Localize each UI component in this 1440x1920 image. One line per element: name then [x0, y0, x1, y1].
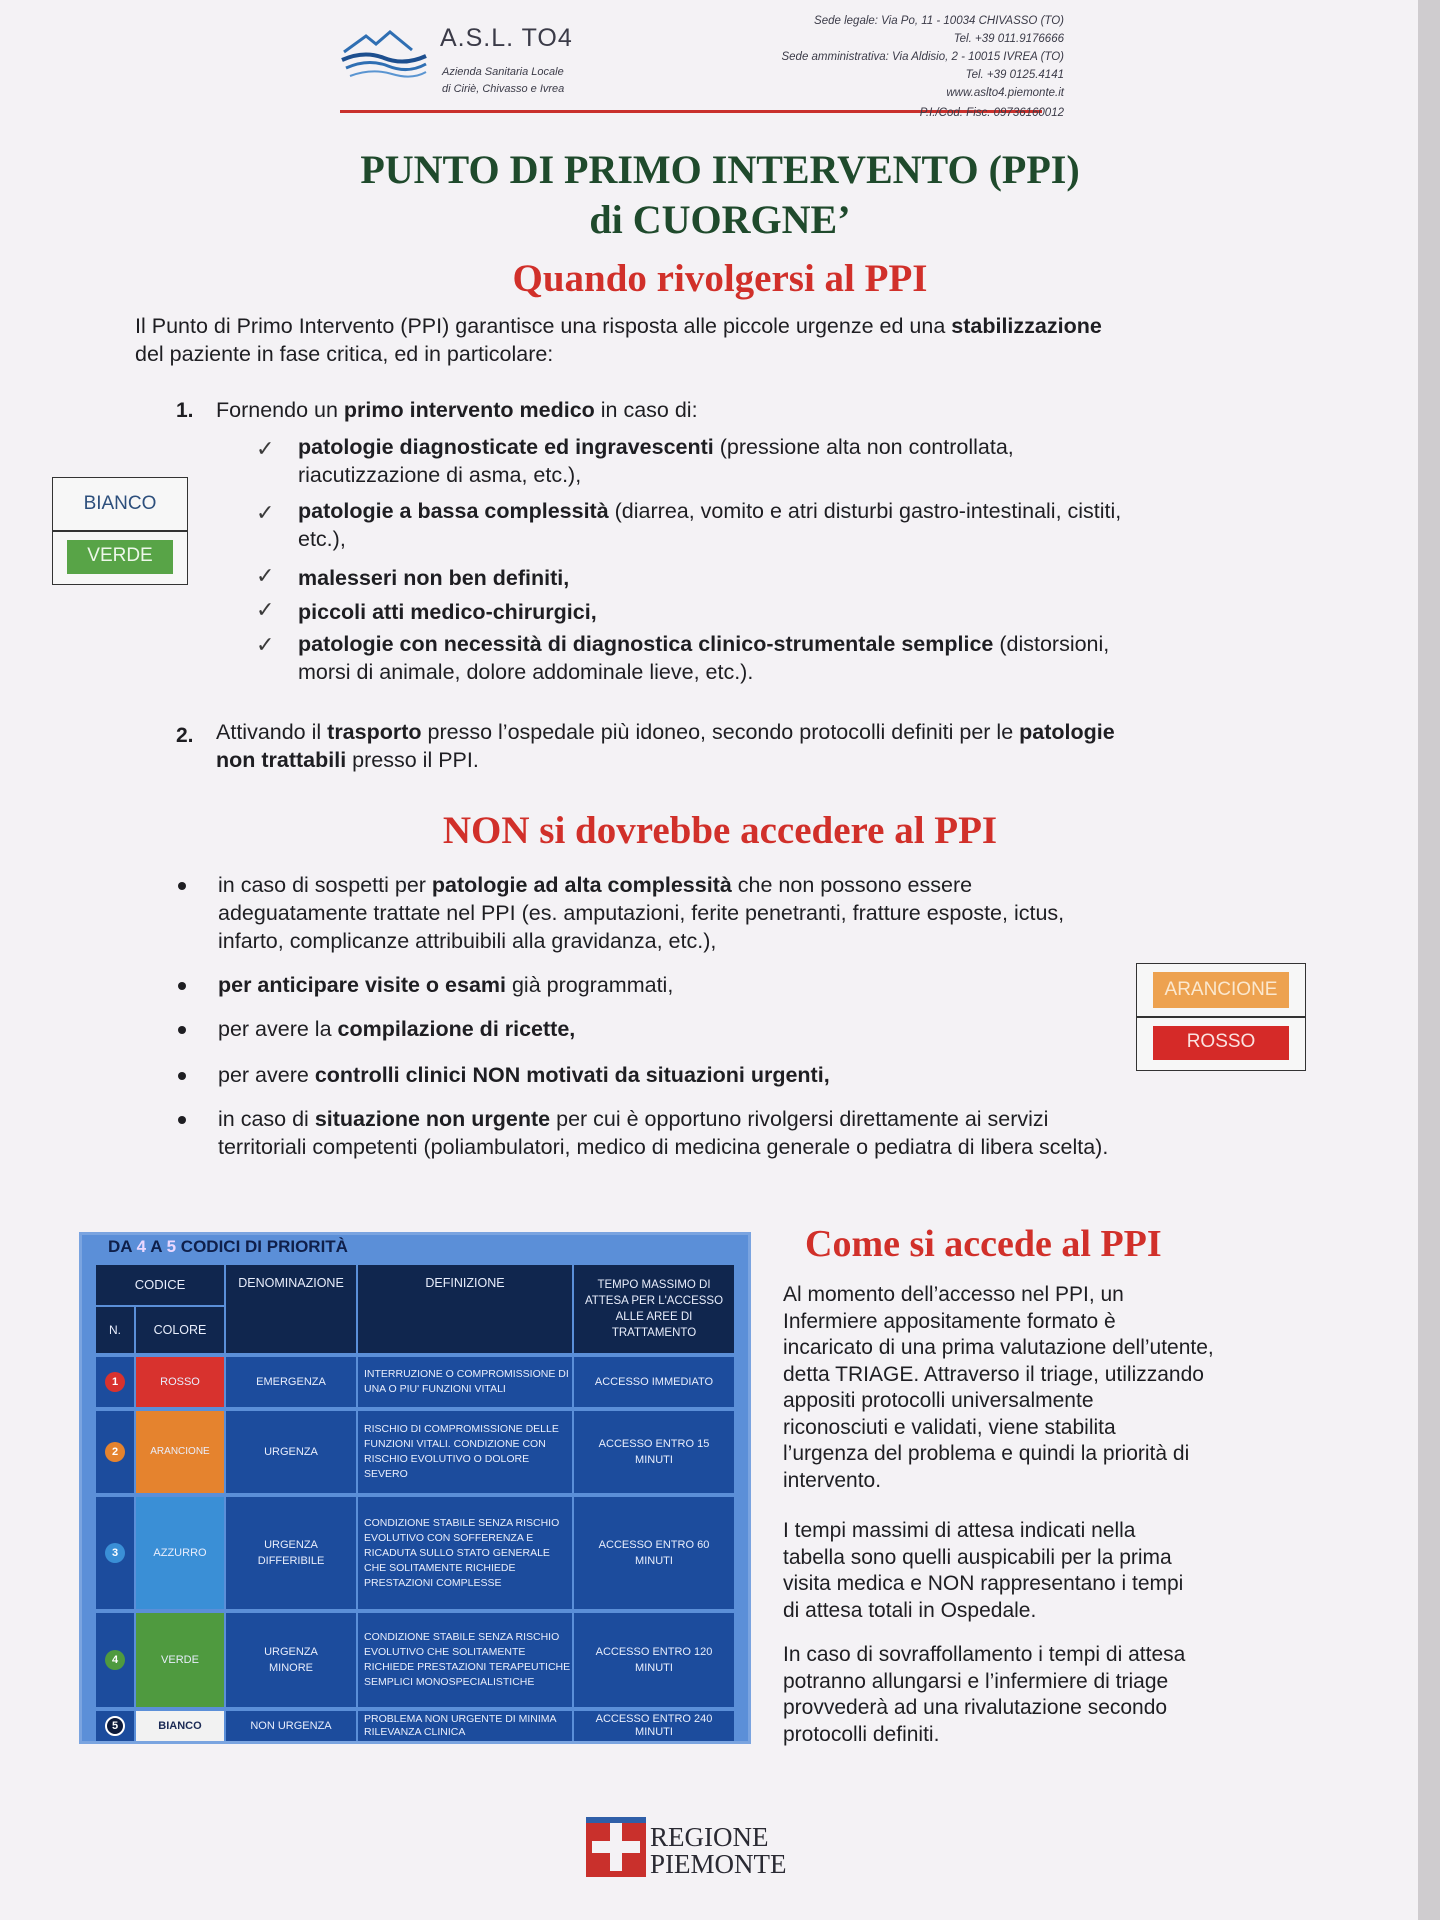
text-line: tabella sono quelli auspicabili per la prima [783, 1545, 1172, 1569]
list-item-2 [216, 718, 1266, 774]
item-text: presso il PPI. [346, 748, 479, 772]
bullet-icon [178, 882, 186, 890]
code-label-bianco: BIANCO [83, 493, 157, 514]
text-line: riconosciuti e validati, viene stabilita [783, 1415, 1116, 1439]
title-part: 4 [136, 1237, 147, 1256]
check-bold: patologie diagnosticate ed ingravescenti [298, 435, 714, 459]
header-codice: CODICE [96, 1265, 224, 1305]
title-part: DA [108, 1237, 137, 1256]
list-number: 1. [176, 399, 194, 422]
address-line: www.aslto4.piemonte.it [946, 87, 1064, 99]
item-text: Attivando il [216, 720, 328, 744]
address-line: Sede amministrativa: Via Aldisio, 2 - 10015 IVREA (TO) [781, 51, 1064, 63]
row-number-cell [96, 1411, 134, 1493]
header-definizione: DEFINIZIONE [358, 1265, 572, 1353]
bullet-bold: controlli clinici NON motivati da situazioni urgenti, [314, 1063, 830, 1087]
text-line: l’urgenza del problema e quindi la priorità di [783, 1442, 1190, 1465]
bullet-icon [178, 1026, 186, 1034]
bullet-bold: situazione non urgente [314, 1107, 551, 1131]
how-paragraph-2 [783, 1518, 1303, 1624]
regione-piemonte-logo [586, 1817, 646, 1877]
title-part: A [146, 1237, 167, 1256]
triage-codes-box-low [52, 477, 188, 585]
how-paragraph-1 [783, 1282, 1303, 1494]
text-line: visita medica e NON rappresentano i tempi [783, 1572, 1184, 1595]
check-text: riacutizzazione di asma, etc.), [298, 463, 582, 487]
color-cell-verde: VERDE [136, 1613, 224, 1707]
tempo-cell: ACCESSO ENTRO 60 MINUTI [574, 1497, 734, 1609]
row-number-cell [96, 1357, 134, 1407]
check-bold: piccoli atti medico-chirurgici, [298, 600, 597, 624]
intro-paragraph [135, 312, 1285, 368]
check-item [298, 433, 1298, 489]
org-address-block [781, 12, 1064, 102]
tempo-cell: ACCESSO ENTRO 15 MINUTI [574, 1411, 734, 1493]
bullet-bold: per anticipare visite o esami [218, 973, 506, 997]
vat-number: P.I./Cod. Fisc. 09736160012 [919, 107, 1064, 119]
intro-text: Il Punto di Primo Intervento (PPI) garantisce una risposta alle piccole urgenze ed una [135, 314, 952, 338]
header-n: N. [96, 1307, 134, 1353]
header-colore: COLORE [136, 1307, 224, 1353]
color-cell-arancione: ARANCIONE [136, 1411, 224, 1493]
bullet-text: in caso di [218, 1107, 315, 1131]
check-item [298, 497, 1298, 553]
color-cell-rosso: ROSSO [136, 1357, 224, 1407]
tempo-cell: ACCESSO IMMEDIATO [574, 1357, 734, 1407]
text-line: I tempi massimi di attesa indicati nella [783, 1519, 1136, 1542]
item-bold: non trattabili [216, 748, 347, 772]
text-line: detta TRIAGE. Attraverso il triage, utilizzando [783, 1362, 1204, 1386]
intro-bold: stabilizzazione [951, 314, 1102, 338]
check-text: morsi di animale, dolore addominale lieve, etc.). [298, 660, 754, 684]
intro-text: del paziente in fase critica, ed in particolare: [135, 342, 554, 366]
priority-number-badge: 1 [105, 1372, 125, 1392]
regione-piemonte-wordmark [650, 1824, 787, 1878]
definizione-cell: INTERRUZIONE O COMPROMISSIONE DI UNA O PIU' FUNZIONI VITALI [358, 1357, 572, 1407]
item-text: Fornendo un [216, 398, 344, 422]
section-heading-not: NON si dovrebbe accedere al PPI [442, 809, 998, 852]
row-number-cell [96, 1497, 134, 1609]
wordmark-line: PIEMONTE [650, 1849, 787, 1879]
item-bold: trasporto [327, 720, 422, 744]
check-text: (distorsioni, [993, 632, 1110, 656]
bullet-text: che non possono essere [731, 873, 973, 897]
text-line: provvederà ad una rivalutazione secondo [783, 1696, 1168, 1719]
org-name: A.S.L. TO4 [440, 24, 573, 52]
text-line: intervento. [783, 1468, 882, 1492]
check-text: (diarrea, vomito e atri disturbi gastro-intestinali, cistiti, [608, 499, 1122, 523]
item-bold: patologie [1019, 720, 1115, 744]
color-cell-azzurro: AZZURRO [136, 1497, 224, 1609]
text-line: Al momento dell’accesso nel PPI, un [783, 1283, 1124, 1306]
org-subtitle [442, 64, 564, 98]
asl-mountain-logo [340, 26, 430, 82]
text-line: In caso di sovraffollamento i tempi di attesa [783, 1643, 1186, 1666]
wordmark-line: REGIONE [650, 1822, 769, 1852]
text-line: appositi protocolli universalmente [783, 1389, 1094, 1412]
bullet-item [218, 1061, 830, 1089]
priority-number-badge: 4 [105, 1650, 125, 1670]
bullet-icon [178, 982, 186, 990]
check-bold: patologie a bassa complessità [298, 499, 609, 523]
page-title-line2: di CUORGNE’ [589, 197, 851, 242]
bullet-item [218, 1105, 1268, 1161]
checkmark-icon: ✓ [256, 500, 275, 525]
bullet-text: già programmati, [506, 973, 674, 997]
page-title: PUNTO DI PRIMO INTERVENTO (PPI) [360, 147, 1080, 192]
check-bold: patologie con necessità di diagnostica clinico-strumentale semplice [298, 632, 994, 656]
bullet-text: adeguatamente trattate nel PPI (es. amputazioni, ferite penetranti, fratture esposte, ictus, [218, 901, 1065, 925]
address-line: Tel. +39 0125.4141 [965, 69, 1064, 81]
denominazione-cell: URGENZA DIFFERIBILE [226, 1497, 356, 1609]
priority-number-badge: 2 [105, 1442, 125, 1462]
text-line: di attesa totali in Ospedale. [783, 1598, 1037, 1622]
code-label-verde: VERDE [67, 540, 173, 574]
definizione-cell: PROBLEMA NON URGENTE DI MINIMA RILEVANZA CLINICA [358, 1711, 572, 1741]
priority-number-badge: 5 [105, 1716, 125, 1736]
section-heading-how: Come si accede al PPI [805, 1223, 1162, 1265]
how-paragraph-3 [783, 1642, 1303, 1748]
check-item [298, 598, 597, 626]
bullet-text: per avere la [218, 1017, 338, 1041]
title-part: CODICI DI PRIORITÀ [176, 1237, 348, 1256]
checkmark-icon: ✓ [256, 632, 275, 657]
row-number-cell [96, 1711, 134, 1741]
bullet-bold: compilazione di ricette, [337, 1017, 576, 1041]
definizione-cell: CONDIZIONE STABILE SENZA RISCHIO EVOLUTIVO CHE SOLITAMENTE RICHIEDE PRESTAZIONI TERAPEUTICHE SEMPLICI MONOSPECIALISTICHE [358, 1613, 572, 1707]
bullet-text: territoriali competenti (poliambulatori, medico di medicina generale o pediatra di libera scelta). [218, 1135, 1109, 1159]
check-text: (pressione alta non controllata, [713, 435, 1014, 459]
item-bold: primo intervento medico [343, 398, 595, 422]
bullet-text: per cui è opportuno rivolgersi direttamente ai servizi [550, 1107, 1049, 1131]
section-heading-when: Quando rivolgersi al PPI [512, 257, 928, 300]
code-label-arancione: ARANCIONE [1153, 972, 1289, 1008]
denominazione-cell: URGENZA MINORE [226, 1613, 356, 1707]
tempo-cell: ACCESSO ENTRO 240 MINUTI [574, 1711, 734, 1741]
bullet-text: in caso di sospetti per [218, 873, 432, 897]
address-line: Tel. +39 011.9176666 [953, 33, 1064, 45]
checkmark-icon: ✓ [256, 597, 275, 622]
bullet-text: infarto, complicanze attribuibili alla gravidanza, etc.), [218, 929, 717, 953]
denominazione-cell: URGENZA [226, 1411, 356, 1493]
denominazione-cell: NON URGENZA [226, 1711, 356, 1741]
check-bold: malesseri non ben definiti, [298, 566, 570, 590]
bullet-item [218, 1015, 575, 1043]
header-denominazione: DENOMINAZIONE [226, 1265, 356, 1353]
bullet-text: per avere [218, 1063, 315, 1087]
priority-codes-table [79, 1232, 751, 1744]
bullet-icon [178, 1116, 186, 1124]
triage-codes-box-high [1136, 963, 1306, 1071]
text-line: Infermiere appositamente formato è [783, 1309, 1116, 1333]
priority-number-badge: 3 [105, 1543, 125, 1563]
text-line: incaricato di una prima valutazione dell’utente, [783, 1336, 1214, 1359]
text-line: potranno allungarsi e l’infermiere di triage [783, 1669, 1169, 1693]
bullet-icon [178, 1072, 186, 1080]
bullet-bold: patologie ad alta complessità [431, 873, 732, 897]
tempo-cell: ACCESSO ENTRO 120 MINUTI [574, 1613, 734, 1707]
address-line: Sede legale: Via Po, 11 - 10034 CHIVASSO (TO) [814, 15, 1064, 27]
check-item [298, 630, 1298, 686]
text-line: protocolli definiti. [783, 1722, 940, 1746]
bullet-item [218, 971, 673, 999]
org-sub-line: Azienda Sanitaria Locale [442, 66, 564, 78]
checkmark-icon: ✓ [256, 563, 275, 588]
row-number-cell [96, 1613, 134, 1707]
header-tempo: TEMPO MASSIMO DI ATTESA PER L'ACCESSO ALLE AREE DI TRATTAMENTO [574, 1265, 734, 1353]
definizione-cell: CONDIZIONE STABILE SENZA RISCHIO EVOLUTIVO CON SOFFERENZA E RICADUTA SULLO STATO GENERALE CHE SOLITAMENTE RICHIEDE PRESTAZIONI COMPLESSE [358, 1497, 572, 1609]
check-text: etc.), [298, 527, 346, 551]
code-label-rosso: ROSSO [1153, 1026, 1289, 1060]
denominazione-cell: EMERGENZA [226, 1357, 356, 1407]
bullet-item [218, 871, 1218, 955]
title-part: 5 [166, 1237, 177, 1256]
color-cell-bianco: BIANCO [136, 1711, 224, 1741]
checkmark-icon: ✓ [256, 436, 275, 461]
table-title [108, 1237, 348, 1257]
item-text: in caso di: [594, 398, 698, 422]
list-number: 2. [176, 724, 194, 747]
definizione-cell: RISCHIO DI COMPROMISSIONE DELLE FUNZIONI VITALI. CONDIZIONE CON RISCHIO EVOLUTIVO O DOLORE SEVERO [358, 1411, 572, 1493]
list-item-1 [216, 396, 698, 424]
org-sub-line: di Ciriè, Chivasso e Ivrea [442, 83, 565, 95]
check-item [298, 564, 569, 592]
item-text: presso l’ospedale più idoneo, secondo protocolli definiti per le [421, 720, 1020, 744]
